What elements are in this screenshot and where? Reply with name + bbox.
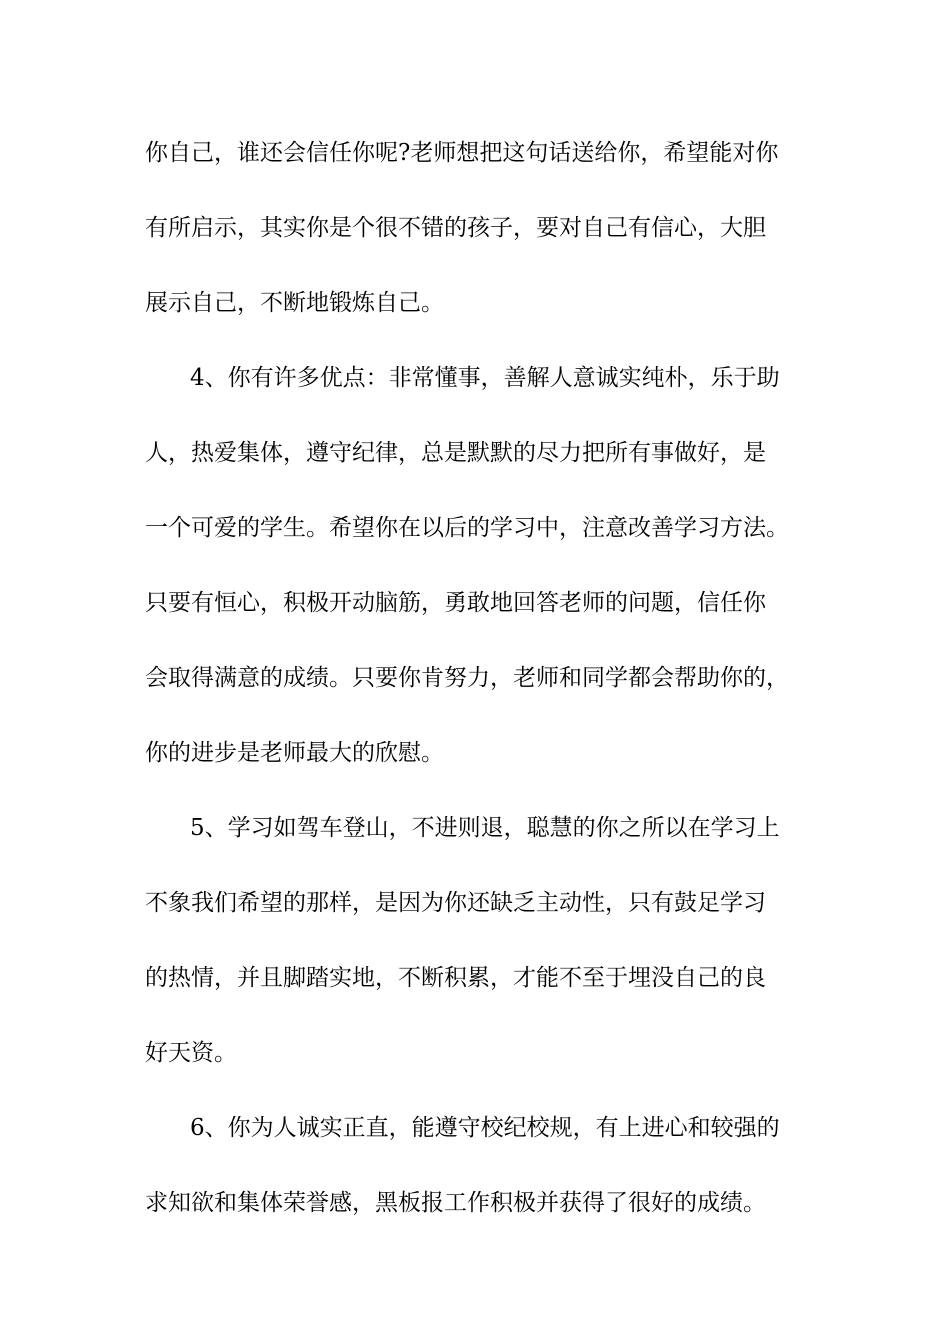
text-line: 一个可爱的学生。希望你在以后的学习中，注意改善学习方法。	[145, 515, 789, 541]
paragraph-start-6: 6、你为人诚实正直，能遵守校纪校规，有上进心和较强的	[190, 1115, 780, 1141]
text-line: 展示自己，不断地锻炼自己。	[145, 290, 444, 316]
text-line: 只要有恒心，积极开动脑筋，勇敢地回答老师的问题，信任你	[145, 590, 766, 616]
text-line: 求知欲和集体荣誉感，黑板报工作积极并获得了很好的成绩。	[145, 1190, 766, 1216]
text-line: 有所启示，其实你是个很不错的孩子，要对自己有信心，大胆	[145, 215, 766, 241]
text-line: 你自己，谁还会信任你呢?老师想把这句话送给你，希望能对你	[145, 140, 779, 166]
paragraph-start-4: 4、你有许多优点：非常懂事，善解人意诚实纯朴，乐于助	[190, 365, 780, 391]
paragraph-start-5: 5、学习如驾车登山，不进则退，聪慧的你之所以在学习上	[190, 815, 780, 841]
text-line: 的热情，并且脚踏实地，不断积累，才能不至于埋没自己的良	[145, 965, 766, 991]
text-line: 好天资。	[145, 1040, 237, 1066]
text-line: 人，热爱集体，遵守纪律，总是默默的尽力把所有事做好，是	[145, 440, 766, 466]
text-line: 不象我们希望的那样，是因为你还缺乏主动性，只有鼓足学习	[145, 890, 766, 916]
text-line: 你的进步是老师最大的欣慰。	[145, 740, 444, 766]
text-line: 会取得满意的成绩。只要你肯努力，老师和同学都会帮助你的，	[145, 665, 789, 691]
